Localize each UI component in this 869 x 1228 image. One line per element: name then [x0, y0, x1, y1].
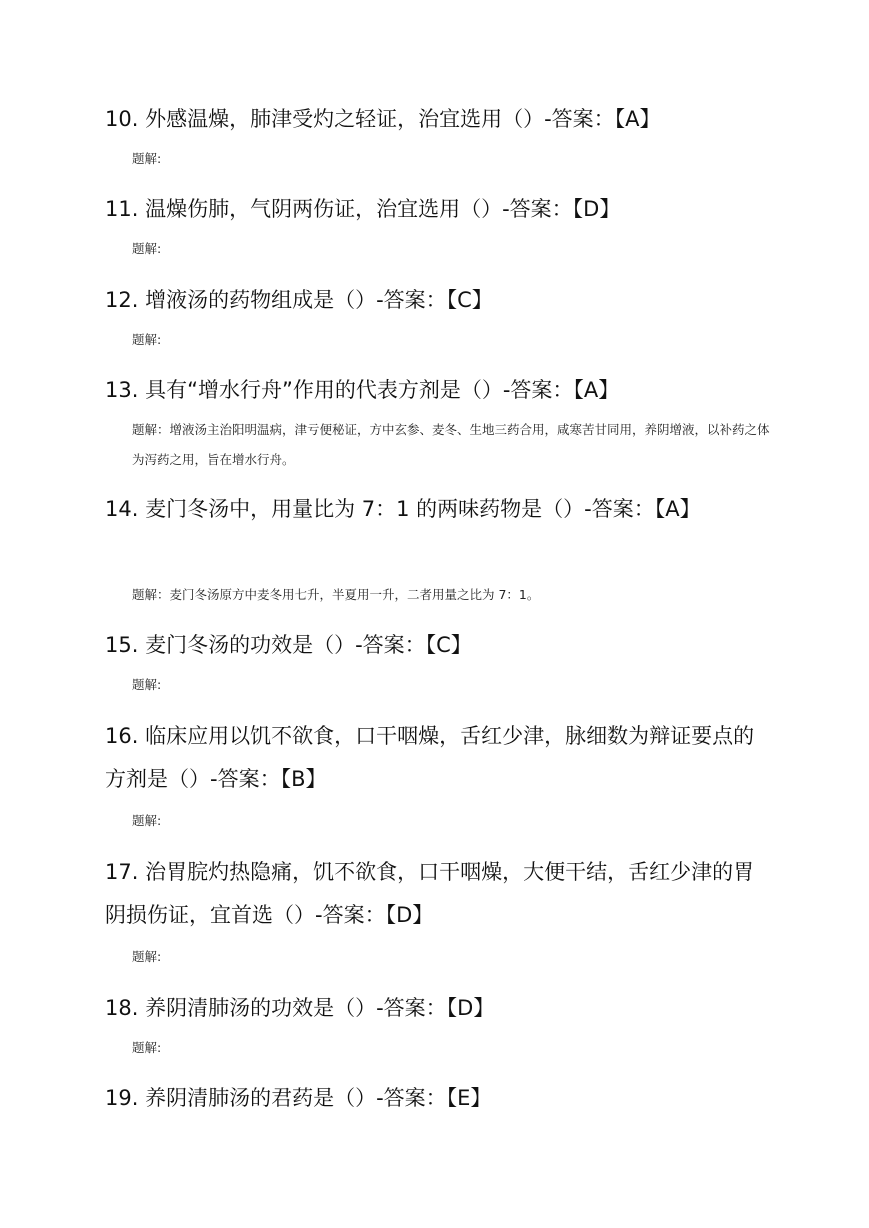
explanation-12: 题解:	[132, 332, 162, 347]
question-11: 11. 温燥伤肺，气阴两伤证，治宜选用（）-答案：【D】	[105, 197, 621, 221]
question-12: 12. 增液汤的药物组成是（）-答案：【C】	[105, 288, 493, 312]
explanation-10: 题解:	[132, 151, 162, 166]
question-16: 16. 临床应用以饥不欲食，口干咽燥，舌红少津，脉细数为辩证要点的方剂是（）-答案：【B】	[105, 724, 755, 791]
question-18: 18. 养阴清肺汤的功效是（）-答案：【D】	[105, 996, 495, 1020]
question-17: 17. 治胃脘灼热隐痛，饥不欲食，口干咽燥，大便干结，舌红少津的胃阴损伤证，宜首选（）-答案：【D】	[105, 860, 755, 927]
explanation-15: 题解:	[132, 677, 162, 692]
question-14: 14. 麦门冬汤中，用量比为 7：1 的两味药物是（）-答案：【A】	[105, 497, 701, 521]
question-19: 19. 养阴清肺汤的君药是（）-答案：【E】	[105, 1086, 492, 1110]
explanation-11: 题解:	[132, 241, 162, 256]
question-10: 10. 外感温燥，肺津受灼之轻证，治宜选用（）-答案：【A】	[105, 107, 661, 131]
question-15: 15. 麦门冬汤的功效是（）-答案：【C】	[105, 633, 472, 657]
question-13: 13. 具有“增水行舟”作用的代表方剂是（）-答案：【A】	[105, 378, 620, 402]
explanation-17: 题解:	[132, 949, 162, 964]
explanation-14: 题解：麦门冬汤原方中麦冬用七升，半夏用一升，二者用量之比为 7：1。	[132, 587, 540, 602]
explanation-16: 题解:	[132, 813, 162, 828]
explanation-13: 题解：增液汤主治阳明温病，津亏便秘证，方中玄参、麦冬、生地三药合用，咸寒苦甘同用，养阴增液，以补药之体为泻药之用，旨在增水行舟。	[132, 422, 770, 467]
explanation-18: 题解:	[132, 1040, 162, 1055]
